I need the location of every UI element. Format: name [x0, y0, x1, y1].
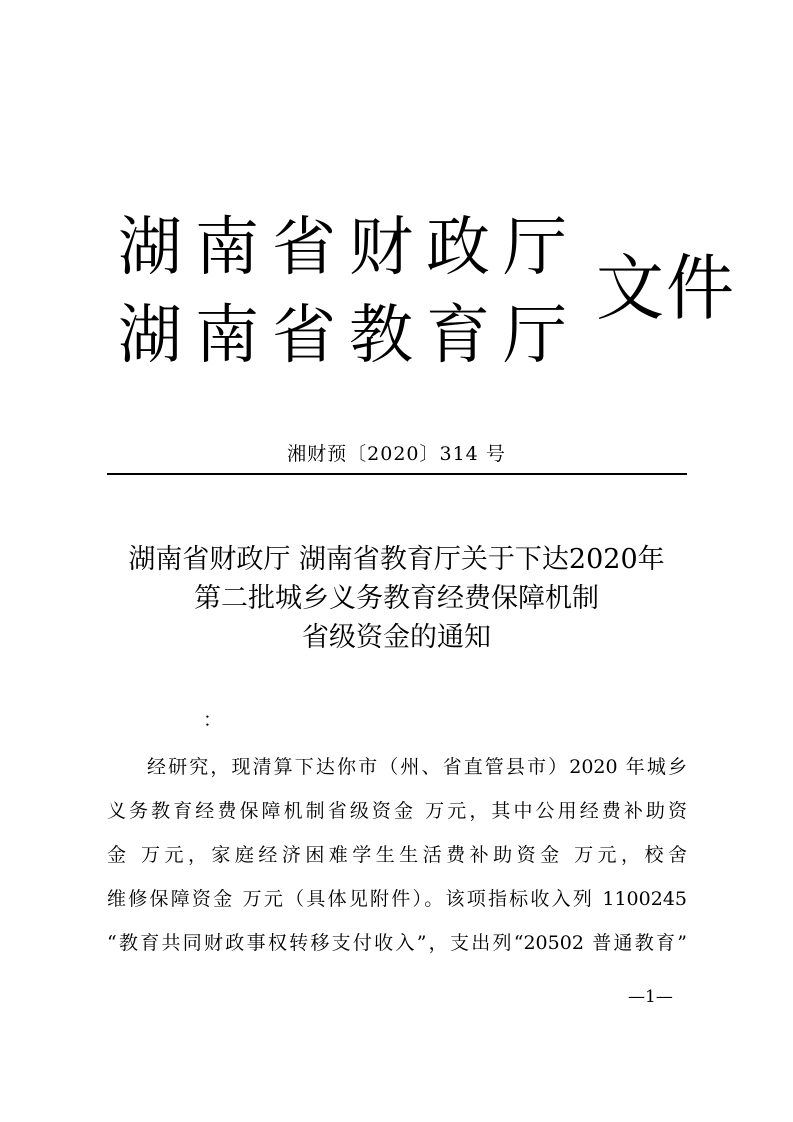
notice-title-line-3: 省级资金的通知 [302, 622, 491, 653]
body-text [107, 745, 687, 965]
page-number: —1— [628, 987, 673, 1007]
header-divider [107, 473, 687, 475]
notice-title [0, 540, 793, 657]
body-line: “教育共同财政事权转移支付收入”，支出列“20502 普通教育” [107, 932, 687, 954]
salutation: ： [203, 709, 223, 731]
document-number: 湘财预〔2020〕314 号 [287, 443, 506, 465]
body-line: 维修保障资金 万元（具体见附件）。该项指标收入列 1100245 [107, 888, 687, 910]
body-line: 金 万元，家庭经济困难学生生活费补助资金 万元，校舍 [107, 844, 687, 866]
issuer-education-department: 湖南省教育厅 [118, 299, 580, 373]
issuer-header [118, 200, 737, 390]
notice-title-line-1: 湖南省财政厅 湖南省教育厅关于下达2020年 [128, 544, 665, 575]
notice-title-line-2: 第二批城乡义务教育经费保障机制 [194, 583, 599, 614]
document-word: 文件 [596, 248, 737, 331]
body-line: 经研究，现清算下达你市（州、省直管县市）2020 年城乡 [147, 756, 687, 778]
body-line: 义务教育经费保障机制省级资金 万元，其中公用经费补助资 [107, 800, 687, 822]
issuer-finance-department: 湖南省财政厅 [118, 211, 580, 285]
